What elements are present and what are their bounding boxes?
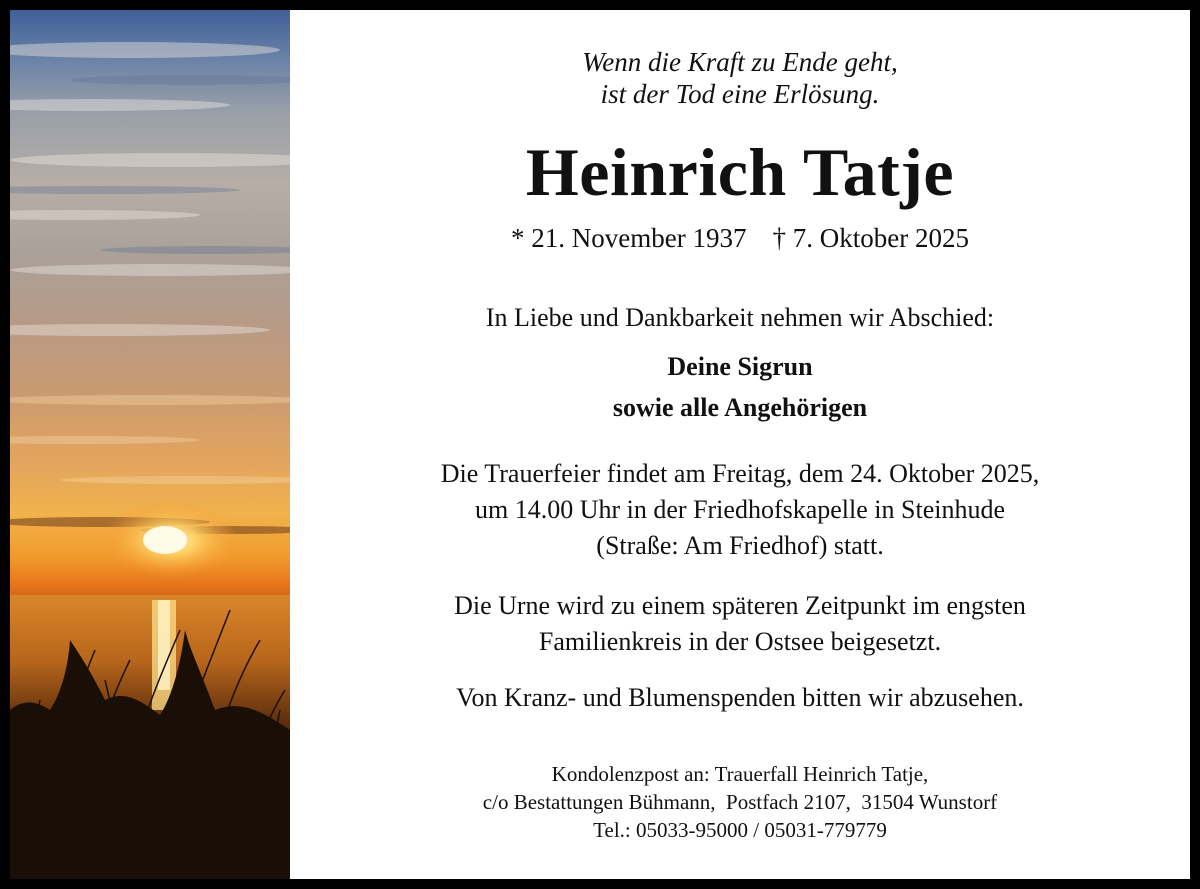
deceased-name: Heinrich Tatje <box>525 134 955 210</box>
flowers-notice: Von Kranz- und Blumenspenden bitten wir abzusehen. <box>456 683 1024 712</box>
death-date: † 7. Oktober 2025 <box>772 223 969 253</box>
contact-line-1: Kondolenzpost an: Trauerfall Heinrich Tatje, <box>551 762 929 786</box>
service-line-1: Die Trauerfeier findet am Freitag, dem 24. Oktober 2025, <box>440 459 1040 488</box>
life-dates <box>290 222 1190 254</box>
service-line-2: um 14.00 Uhr in der Friedhofskapelle in Steinhude <box>474 495 1006 524</box>
urn-line-2: Familienkreis in der Ostsee beigesetzt. <box>538 627 942 656</box>
mourner-primary: Deine Sigrun <box>667 352 813 381</box>
contact-line-2: c/o Bestattungen Bühmann, Postfach 2107, 31504 Wunstorf <box>482 790 998 814</box>
contact-phone: Tel.: 05033-95000 / 05031-779779 <box>593 818 887 842</box>
service-line-3: (Straße: Am Friedhof) statt. <box>596 531 884 560</box>
sunset-illustration <box>10 10 290 879</box>
birth-date: * 21. November 1937 <box>511 223 747 253</box>
obituary-text-panel <box>290 10 1190 879</box>
urn-line-1: Die Urne wird zu einem späteren Zeitpunkt im engsten <box>454 591 1026 620</box>
mourner-secondary: sowie alle Angehörigen <box>612 393 868 422</box>
sunset-photo <box>10 10 290 879</box>
motto-line-2: ist der Tod eine Erlösung. <box>600 79 880 109</box>
motto-line-1: Wenn die Kraft zu Ende geht, <box>582 47 898 77</box>
farewell-text: In Liebe und Dankbarkeit nehmen wir Abschied: <box>485 303 995 332</box>
